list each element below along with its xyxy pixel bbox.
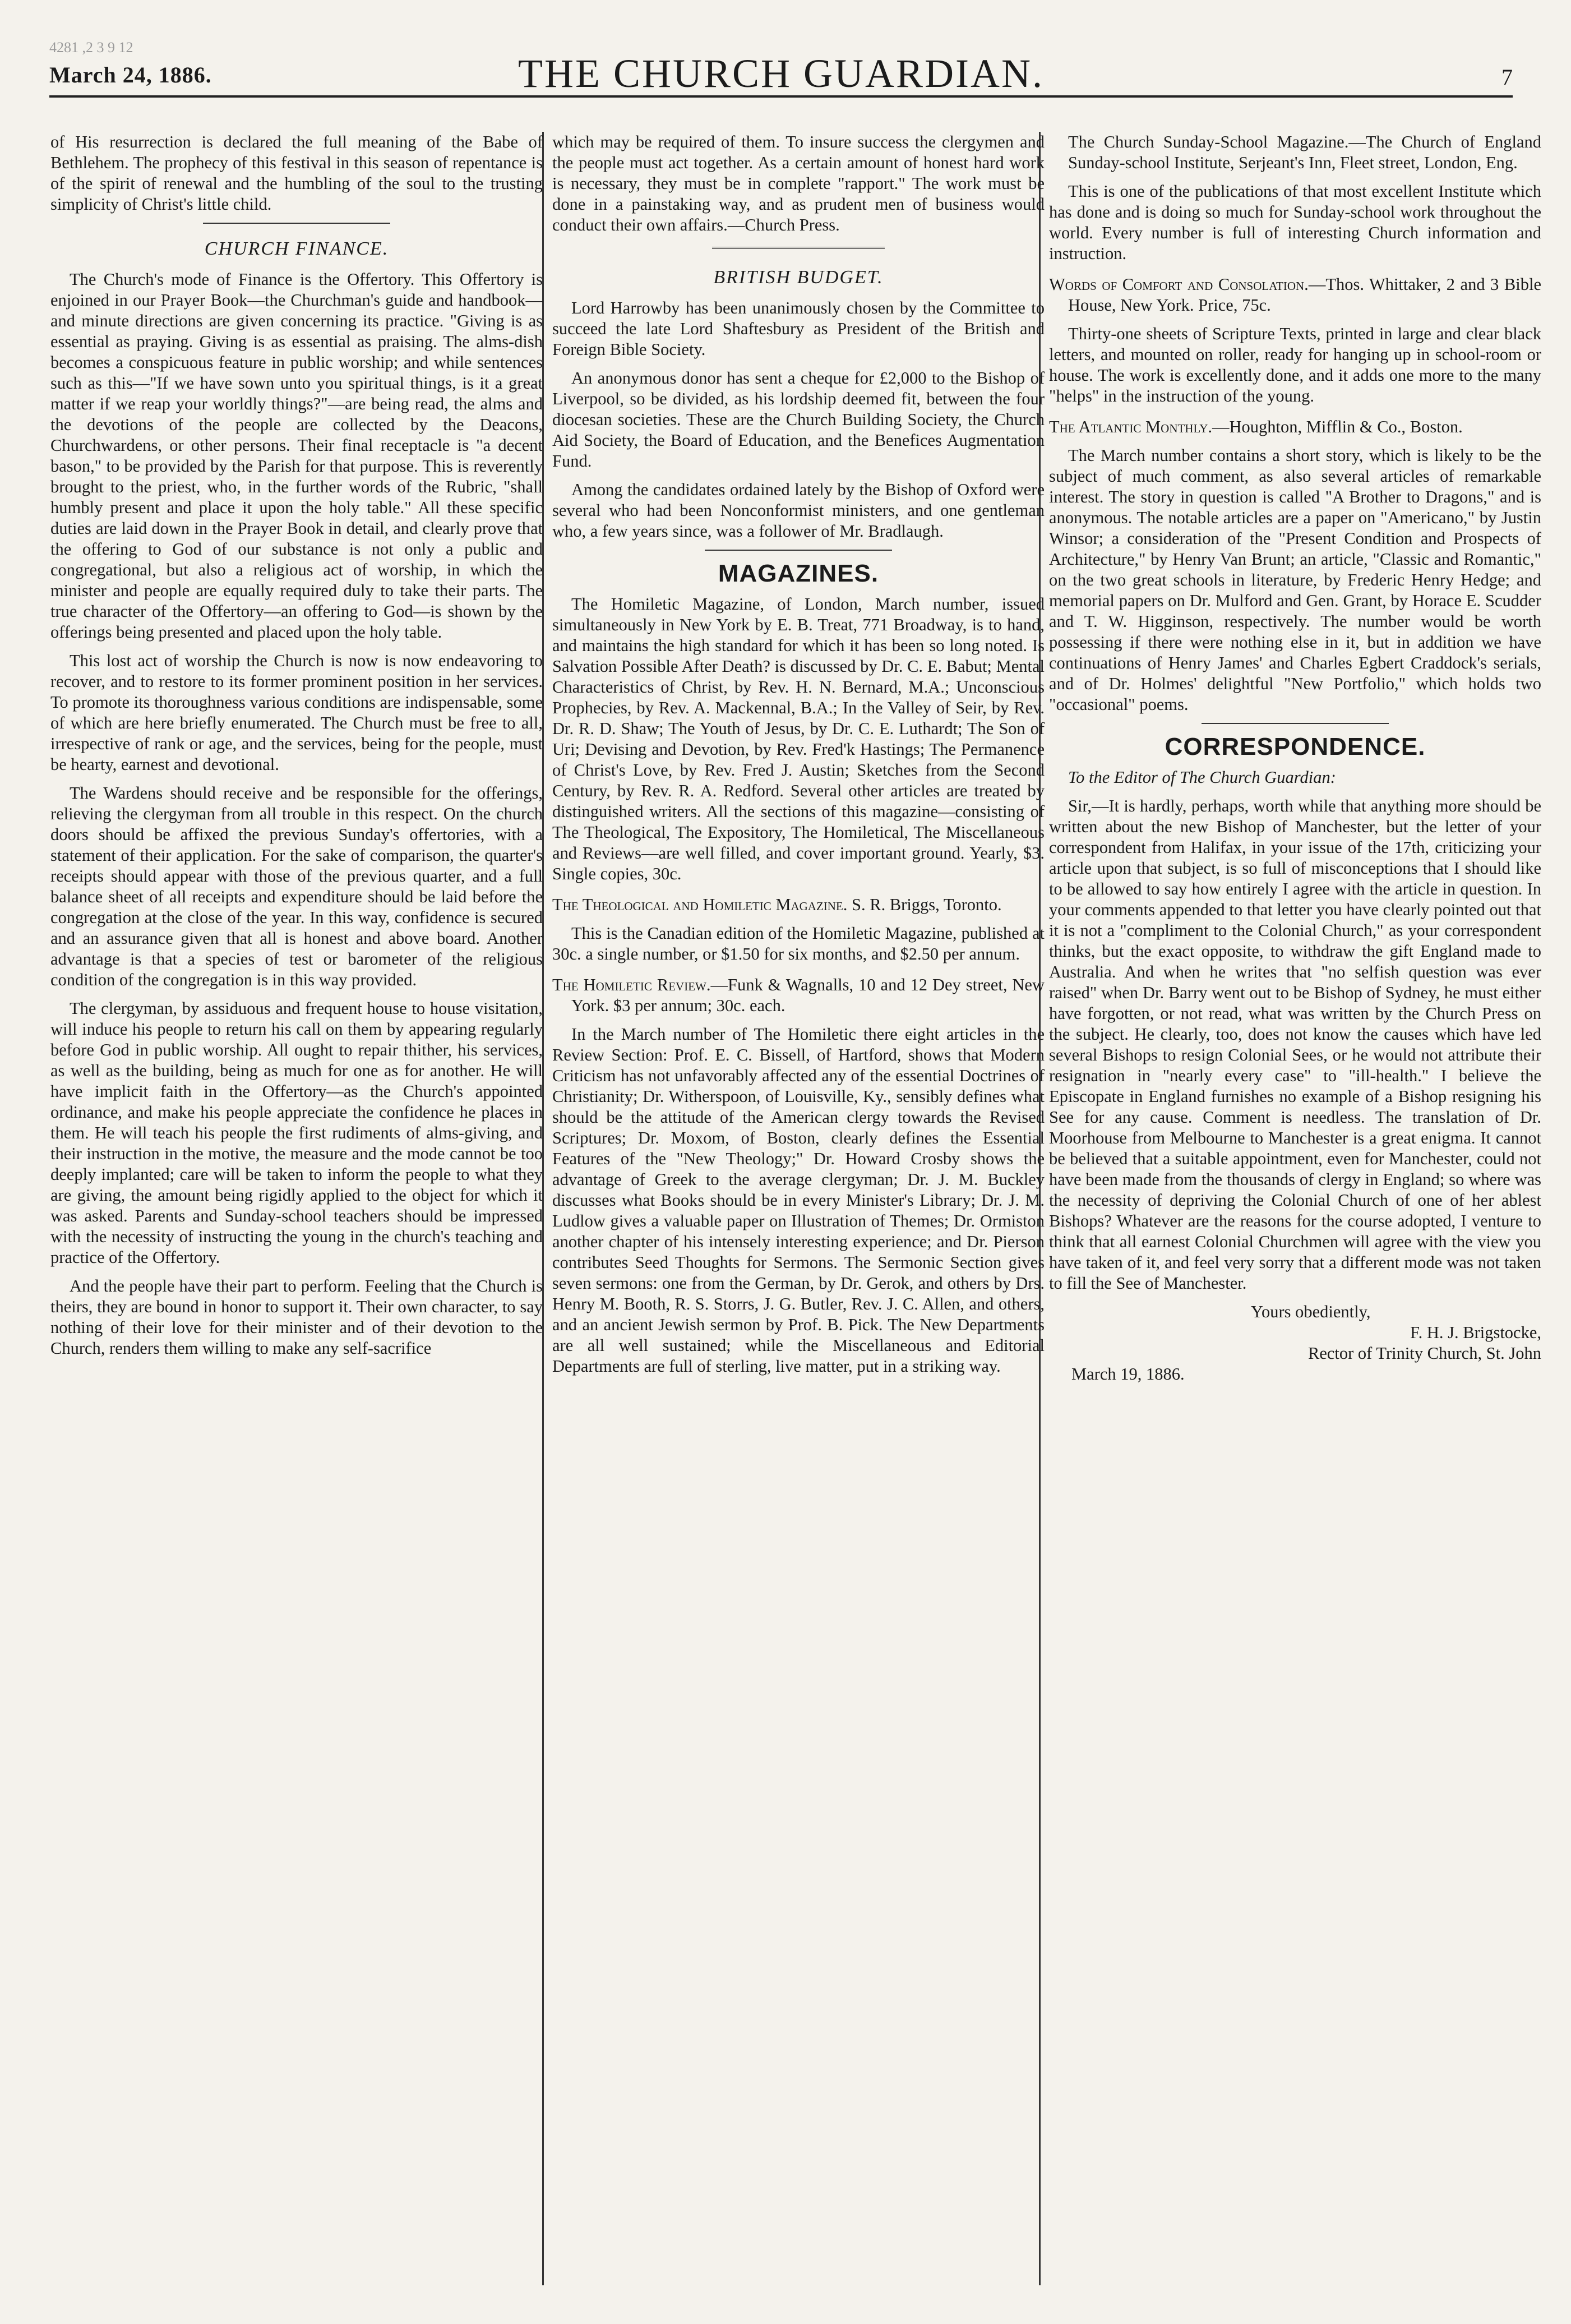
article-paragraph: An anonymous donor has sent a cheque for £2,000 to the Bishop of Liverpool, so be divided, as his lordship deemed fit, between the four diocesan societies. These are the Church Building Society, the Church Aid Society, the Board of Education, and the Benefices Augmentation Fund.: [552, 368, 1045, 471]
section-rule: [705, 550, 892, 551]
entry-title: The Atlantic Monthly.: [1049, 417, 1212, 436]
article-paragraph: Among the candidates ordained lately by the Bishop of Oxford were several who had been Nonconformist ministers, and one gentleman who, a few years since, was a follower of Mr. Bradlaugh.: [552, 480, 1045, 541]
entry-body: This is one of the publications of that most excellent Institute which has done and is doing so much for Sunday-school work throughout the world. Every number is full of interesting Church information and instruction.: [1049, 182, 1541, 263]
entry-title: The Church Sunday-School Magazine.: [1068, 132, 1349, 151]
section-heading: CORRESPONDENCE.: [1165, 733, 1426, 760]
letter-closing: Yours obediently,: [1251, 1302, 1371, 1321]
section-heading: BRITISH BUDGET.: [713, 267, 884, 288]
page-number: 7: [1501, 64, 1513, 90]
review-entry: [552, 594, 1045, 884]
letter-salutation: To the Editor of The Church Guardian:: [1068, 768, 1336, 787]
column-1: [50, 132, 543, 1367]
signer-name: F. H. J. Brigstocke,: [1410, 1323, 1541, 1342]
letter-date: March 19, 1886.: [1071, 1364, 1185, 1384]
issue-date: March 24, 1886.: [49, 62, 212, 87]
section-rule: [712, 247, 884, 252]
signer-title: Rector of Trinity Church, St. John: [1307, 1344, 1541, 1363]
review-entry-header: [1049, 132, 1541, 173]
column-2: [552, 132, 1045, 1385]
article-paragraph: This lost act of worship the Church is now is now endeavoring to recover, and to restore to its former prominent position in her services. To promote its thoroughness various conditions are indispensable, some of which are here briefly enumerated. The Church must be free to all, irrespective of rank or age, and the services, being for the people, must be hearty, earnest and devotional.: [50, 651, 543, 774]
entry-body: In the March number of The Homiletic there eight articles in the Review Section: Prof. E. C. Bissell, of Hartford, shows that Modern Criticism has not unfavorably affected any of the essential Doctrines of Christianity; Dr. Witherspoon, of Louisville, Ky., sensibly defines what should be the attitude of the American clergy towards the Revised Scriptures; Dr. Moxom, of Boston, clearly defines the Essential Features of the "New Theology;" Dr. Howard Crosby shows the advantage of Greek to the average clergyman; Dr. J. M. Buckley discusses what Books should be in every Minister's Library; Dr. J. M. Ludlow gives a valuable paper on Illustration of Themes; Dr. Ormiston another chapter of his intensely interesting experience; and Dr. Pierson contributes Seed Thoughts for Sermons. The Sermonic Section gives seven sermons: one from the German, by Dr. Gerok, and others by Drs. Henry M. Booth, R. S. Storrs, J. G. Butler, Rev. J. C. Allen, and others, and an ancient Jewish sermon by Prof. B. Pick. The New Departments are all well sustained; while the Miscellaneous and Editorial Departments are full of sterling, live matter, put in a striking way.: [552, 1025, 1045, 1376]
entry-publisher: —Houghton, Mifflin & Co., Boston.: [1212, 417, 1463, 436]
review-entry-header: [1049, 417, 1541, 437]
entry-body: This is the Canadian edition of the Homiletic Magazine, published at 30c. a single number, or $1.50 for six months, and $2.50 per annum.: [552, 924, 1045, 963]
article-paragraph: Lord Harrowby has been unanimously chosen by the Committee to succeed the late Lord Shaftesbury as President of the British and Foreign Bible Society.: [552, 298, 1045, 359]
article-paragraph: The Wardens should receive and be responsible for the offerings, relieving the clergyman from all trouble in this respect. On the church doors should be affixed the previous Sunday's offertories, with a statement of their application. For the sake of comparison, the quarter's receipts should appear with those of the previous quarter, and a full balance sheet of all receipts and expenditure should be laid before the congregation at the close of the year. In this way, confidence is secured and an assurance given that all is honest and above board. Another advantage is that a species of test or barometer of the religious condition of the congregation is in this way provided.: [50, 783, 543, 989]
header-bleed-through: 4281 ,2 3 9 12: [49, 39, 133, 56]
letter-body: Sir,—It is hardly, perhaps, worth while that anything more should be written about the new Bishop of Manchester, but the letter of your correspondent from Halifax, in your issue of the 17th, criticizing your article upon that subject, is so full of misconceptions that I should like to be allowed to say how entirely I agree with the article in question. In your comments appended to that letter you have clearly pointed out that it is not a "compliment to the Colonial Church," as your correspondent thinks, but the exact opposite, to withdraw the gift England made to Australia. And when he writes that "no selfish question was ever raised" when Dr. Barry went out to be Bishop of Sydney, he must either have forgotten, or not read, what was written by the Church Press on the subject. He clearly, too, does not know the causes which have led several Bishops to resign Colonial Sees, or he would not attribute their resignation in "nearly every case" to "ill-health." I believe the Episcopate in England furnishes no example of a Bishop resigning his See for any cause. Comment is needless. The translation of Dr. Moorhouse from Melbourne to Manchester is a great enigma. It cannot be believed that a suitable appointment, even for Manchester, could not have been made from the thousands of clergy in England; so where was the necessity of depriving the Colonial Church of one of her ablest Bishops? Whatever are the reasons for the course adopted, I venture to think that all earnest Colonial Churchmen will agree with the view you have taken of it, and feel very sorry that a different mode was not taken to fill the See of Manchester.: [1049, 796, 1541, 1293]
review-entry-header: [1049, 274, 1541, 316]
article-paragraph: And the people have their part to perform. Feeling that the Church is theirs, they are bound in honor to support it. Their own character, to say nothing of their love for their minister and of their devotion to the Church, renders them willing to make any self-sacrifice: [50, 1276, 543, 1358]
entry-publisher: —The Church of England Sunday-school Institute, Serjeant's Inn, Fleet street, London, Eng.: [1068, 132, 1541, 172]
letter-signer: [1049, 1322, 1541, 1343]
entry-title: The Homiletic Review.: [552, 975, 711, 994]
section-rule: [203, 223, 390, 224]
review-entry-header: [552, 975, 1045, 1016]
article-paragraph: which may be required of them. To insure success the clergymen and the people must act together. As a certain amount of honest hard work is necessary, they must be in complete "rapport." The work must be done in a painstaking way, and as prudent men of business would conduct their own affairs.—Church Press.: [552, 132, 1045, 234]
article-paragraph: of His resurrection is declared the full meaning of the Babe of Bethlehem. The prophecy of this festival in this season of repentance is of the spirit of renewal and the humbling of the soul to the trusting simplicity of Christ's little child.: [50, 132, 543, 214]
entry-publisher: —Thos. Whittaker, 2 and 3 Bible House, New York. Price, 75c.: [1068, 275, 1541, 315]
entry-title: Words of Comfort and Consolation.: [1049, 275, 1309, 294]
entry-publisher: S. R. Briggs, Toronto.: [847, 895, 1002, 914]
entry-body: The March number contains a short story, which is likely to be the subject of much comment, as also several articles of remarkable interest. The story in question is called "A Brother to Dragons," and is anonymous. The notable articles are a paper on "Americano," by Justin Winsor; a consideration of the "Present Condition and Prospects of Architecture," by Henry Van Brunt; an article, "Classic and Romantic," on the two great schools in literature, by Frederic Henry Hedge; and memorial papers on Dr. Mulford and Gen. Grant, by Horace E. Scudder and T. W. Higginson, respectively. The number would be worth possessing if there were nothing else in it, but in addition we have continuations of Henry James' and Charles Egbert Craddock's serials, and of Dr. Holmes' delightful "New Portfolio," which holds two "occasional" poems.: [1049, 446, 1541, 714]
entry-title: The Theological and Homiletic Magazine.: [552, 895, 848, 914]
entry-body: Thirty-one sheets of Scripture Texts, printed in large and clear black letters, and mounted on roller, ready for hanging up in school-room or house. The work is excellently done, and it adds one more to the many "helps" in the instruction of the young.: [1049, 324, 1541, 405]
section-heading: CHURCH FINANCE.: [204, 238, 389, 259]
article-paragraph: The Church's mode of Finance is the Offertory. This Offertory is enjoined in our Prayer Book—the Churchman's guide and handbook—and minute directions are given concerning its practice. "Giving is as essential as praying. Giving is as essential as praising. The alms-dish becomes a conspicuous feature in public worship; and while sentences such as this—"If we have sown unto you spiritual things, is it a great matter if we reap your worldly things?"—are being read, the alms and the devotions of the people are collected by the Deacons, Churchwardens, or other persons. Their final receptacle is "a decent bason," to be provided by the Parish for that purpose. This is reverently brought to the priest, who, in the further words of the Rubric, "shall humbly present and place it upon the holy table." All these specific duties are laid down in the Prayer Book in detail, and clearly prove that the offering to God of our substance is not only a public and congregational, but also a religious act of worship, in which the minister and people are equally required duly to take their parts. The true character of the Offertory—an offering to God—is shown by the offerings being presented and placed upon the holy table.: [50, 270, 543, 642]
entry-publisher: —Funk & Wagnalls, 10 and 12 Dey street, New York. $3 per annum; 30c. each.: [571, 975, 1045, 1015]
entry-body: of London, March number, issued simultaneously in New York by E. B. Treat, 771 Broadway, is to hand, and maintains the high standard for which it has been so long noted. Is Salvation Possible After Death? is discussed by Dr. C. E. Babut; Mental Characteristics of Christ, by Rev. H. N. Bernard, M.A.; Unconscious Prophecies, by Rev. A. Mackennal, B.A.; In the Valley of Seir, by Rev. Dr. R. D. Shaw; The Youth of Jesus, by Dr. C. E. Luthardt; The Son of Uri; Devising and Devotion, by Rev. Fred'k Hastings; The Permanence of Christ's Love, by Rev. Fred J. Austin; Sketches from the Second Century, by Rev. R. A. Redford. Several other articles are treated by distinguished writers. All the sections of this magazine—consisting of The Theological, The Expository, The Homiletical, The Miscellaneous and Reviews—are well filled, and cover important ground. Yearly, $3. Single copies, 30c.: [552, 594, 1045, 883]
entry-title: The Homiletic Magazine,: [571, 594, 764, 614]
section-heading: MAGAZINES.: [718, 560, 879, 587]
article-paragraph: The clergyman, by assiduous and frequent house to house visitation, will induce his people to return his call on them by appearing regularly before God in public worship. All ought to repair thither, his services, as well as the building, being as much for one as for another. He will have implicit faith in the Offertory—as the Church's appointed ordinance, and make his people appreciate the confidence he places in them. He will teach his people the first rudiments of alms-giving, and their instruction in the motive, the measure and the mode cannot be too deeply implanted; care will be taken to inform the people to what they are giving, the amount being rigidly applied to the object for which it was asked. Parents and Sunday-school teachers should be impressed with the necessity of instructing the young in the church's teaching and practice of the Offertory.: [50, 999, 543, 1267]
section-rule: [1202, 723, 1389, 724]
column-3: [1049, 132, 1541, 1392]
newspaper-title: THE CHURCH GUARDIAN.: [518, 51, 1044, 96]
page-header: [49, 39, 1513, 98]
review-entry-header: [552, 894, 1045, 915]
